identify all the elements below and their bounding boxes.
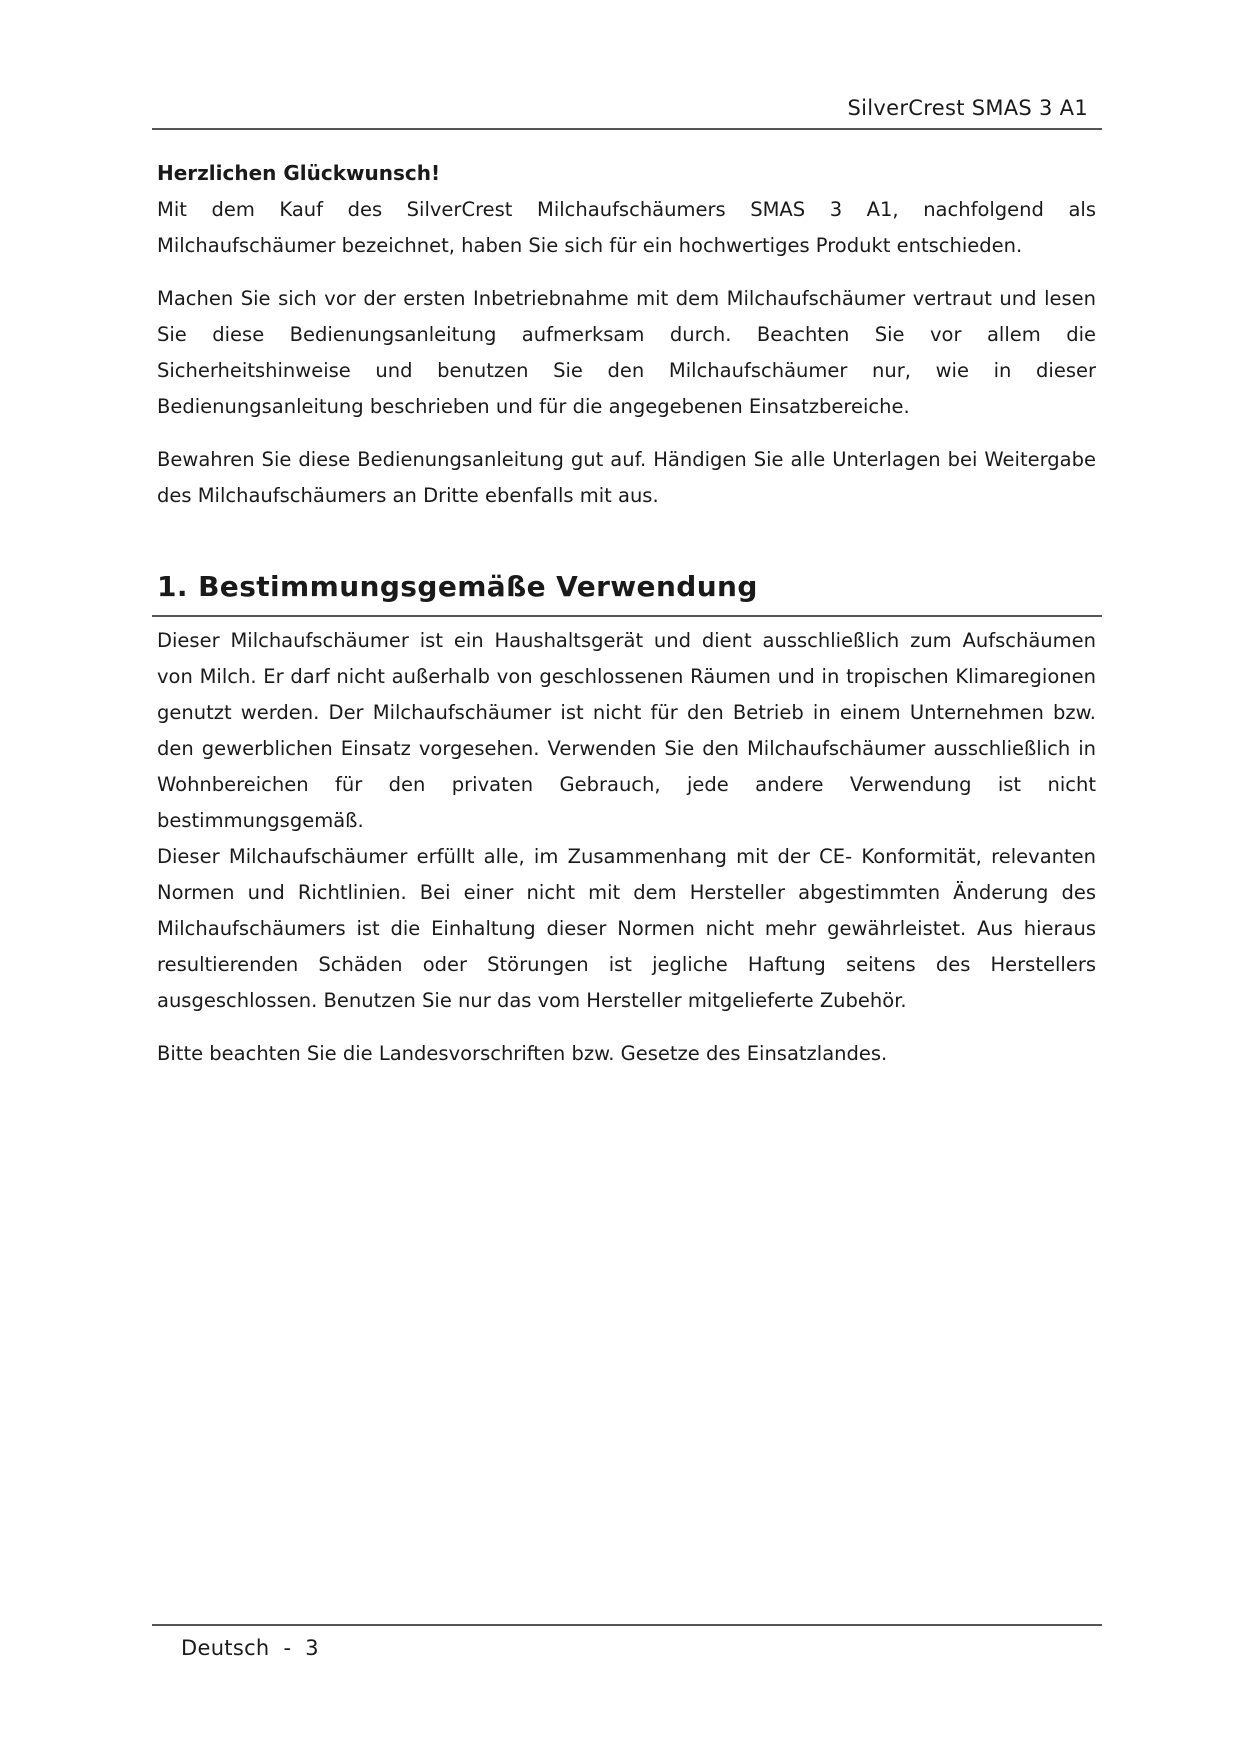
- intro-paragraph: Bewahren Sie diese Bedienungsanleitung gut auf. Händigen Sie alle Unterlagen bei Weitergabe des Milchaufschäumers an Dritte ebenfalls mit aus.: [157, 448, 1096, 507]
- section-paragraph: Bitte beachten Sie die Landesvorschriften bzw. Gesetze des Einsatzlandes.: [157, 1042, 888, 1065]
- section-heading: [152, 567, 1102, 617]
- section-body: [157, 623, 1096, 1072]
- page-content: [157, 158, 1096, 1072]
- intro-title: Herzlichen Glückwunsch!: [157, 161, 441, 185]
- intro-paragraph: Mit dem Kauf des SilverCrest Milchaufschäumers SMAS 3 A1, nachfolgend als Milchaufschäumer bezeichnet, haben Sie sich für ein hochwertiges Produkt entschieden.: [157, 198, 1096, 257]
- page-header: [152, 92, 1102, 130]
- section-title: 1. Bestimmungsgemäße Verwendung: [157, 570, 758, 603]
- section-paragraph: Dieser Milchaufschäumer ist ein Haushaltsgerät und dient ausschließlich zum Aufschäumen von Milch. Er darf nicht außerhalb von geschlossenen Räumen und in tropischen Klimaregionen genutzt werden. Der Milchaufschäumer ist nicht für den Betrieb in einem Unternehmen bzw. den gewerblichen Einsatz vorgesehen. Verwenden Sie den Milchaufschäumer ausschließlich in Wohnbereichen für den privaten Gebrauch, jede andere Verwendung ist nicht bestimmungsgemäß.: [157, 629, 1096, 832]
- page-footer: [152, 1624, 1102, 1660]
- footer-page-number: Deutsch - 3: [181, 1636, 319, 1660]
- header-model-name: SilverCrest SMAS 3 A1: [847, 96, 1088, 120]
- intro-paragraph: Machen Sie sich vor der ersten Inbetriebnahme mit dem Milchaufschäumer vertraut und lesen Sie diese Bedienungsanleitung aufmerksam durch. Beachten Sie vor allem die Sicherheitshinweise und benutzen Sie den Milchaufschäumer nur, wie in dieser Bedienungsanleitung beschrieben und für die angegebenen Einsatzbereiche.: [157, 287, 1096, 418]
- section-paragraph: Dieser Milchaufschäumer erfüllt alle, im Zusammenhang mit der CE- Konformität, relevanten Normen und Richtlinien. Bei einer nicht mit dem Hersteller abgestimmten Änderung des Milchaufschäumers ist die Einhaltung dieser Normen nicht mehr gewährleistet. Aus hieraus resultierenden Schäden oder Störungen ist jegliche Haftung seitens des Herstellers ausgeschlossen. Benutzen Sie nur das vom Hersteller mitgelieferte Zubehör.: [157, 845, 1096, 1012]
